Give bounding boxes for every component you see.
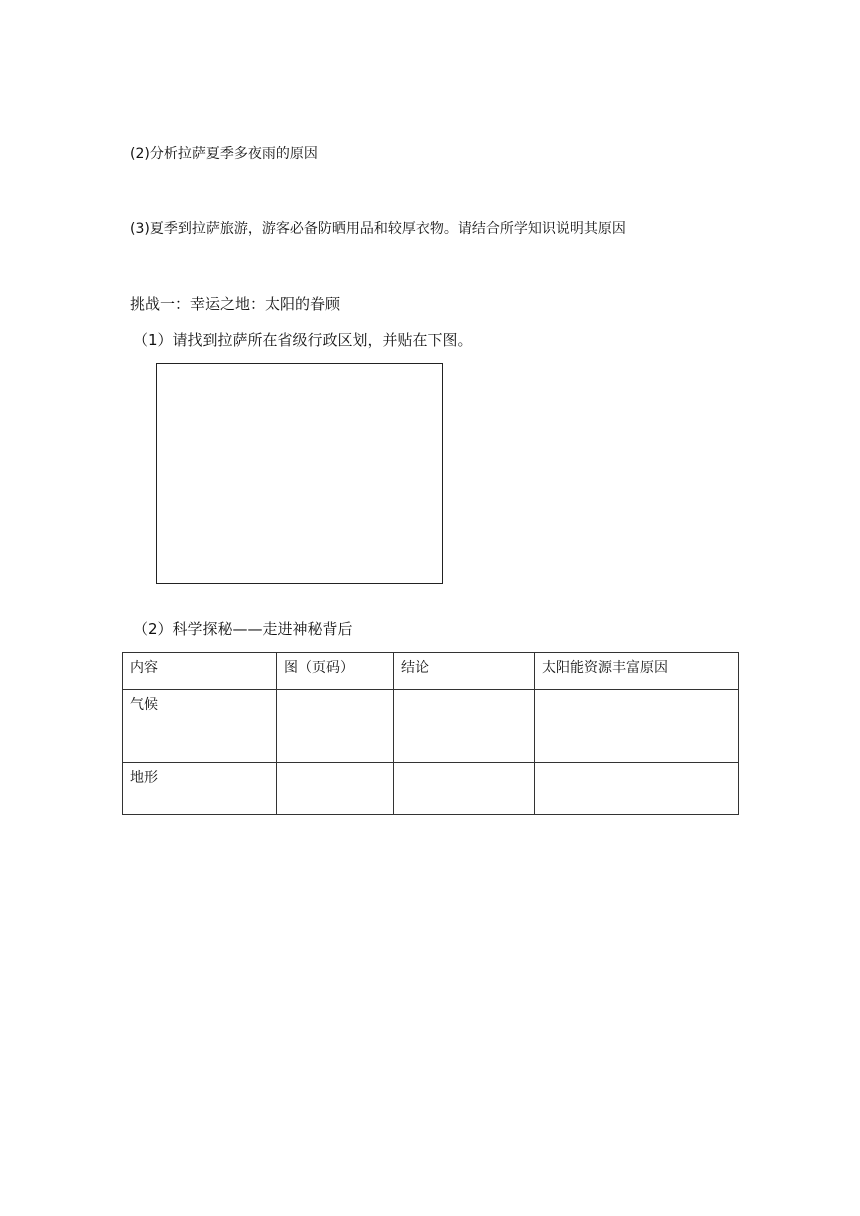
table-cell[interactable] (394, 690, 535, 763)
challenge-title: 挑战一：幸运之地：太阳的眷顾 (130, 295, 341, 313)
table-row (123, 690, 739, 763)
header-conclusion: 结论 (394, 653, 535, 690)
table-row (123, 763, 739, 815)
challenge-item-2: （2）科学探秘——走进神秘背后 (133, 620, 353, 638)
header-reason: 太阳能资源丰富原因 (535, 653, 739, 690)
header-figure-page: 图（页码） (277, 653, 394, 690)
row-label-climate: 气候 (123, 690, 277, 763)
map-paste-area[interactable] (156, 363, 443, 584)
challenge-item-1: （1）请找到拉萨所在省级行政区划，并贴在下图。 (133, 331, 473, 349)
table-header-row (123, 653, 739, 690)
table-cell[interactable] (277, 690, 394, 763)
question-2: (2)分析拉萨夏季多夜雨的原因 (130, 146, 318, 162)
table-cell[interactable] (535, 763, 739, 815)
table-cell[interactable] (277, 763, 394, 815)
table-cell[interactable] (394, 763, 535, 815)
row-label-terrain: 地形 (123, 763, 277, 815)
exploration-table (122, 652, 739, 815)
question-3: (3)夏季到拉萨旅游，游客必备防晒用品和较厚衣物。请结合所学知识说明其原因 (130, 221, 626, 237)
table-cell[interactable] (535, 690, 739, 763)
header-content: 内容 (123, 653, 277, 690)
